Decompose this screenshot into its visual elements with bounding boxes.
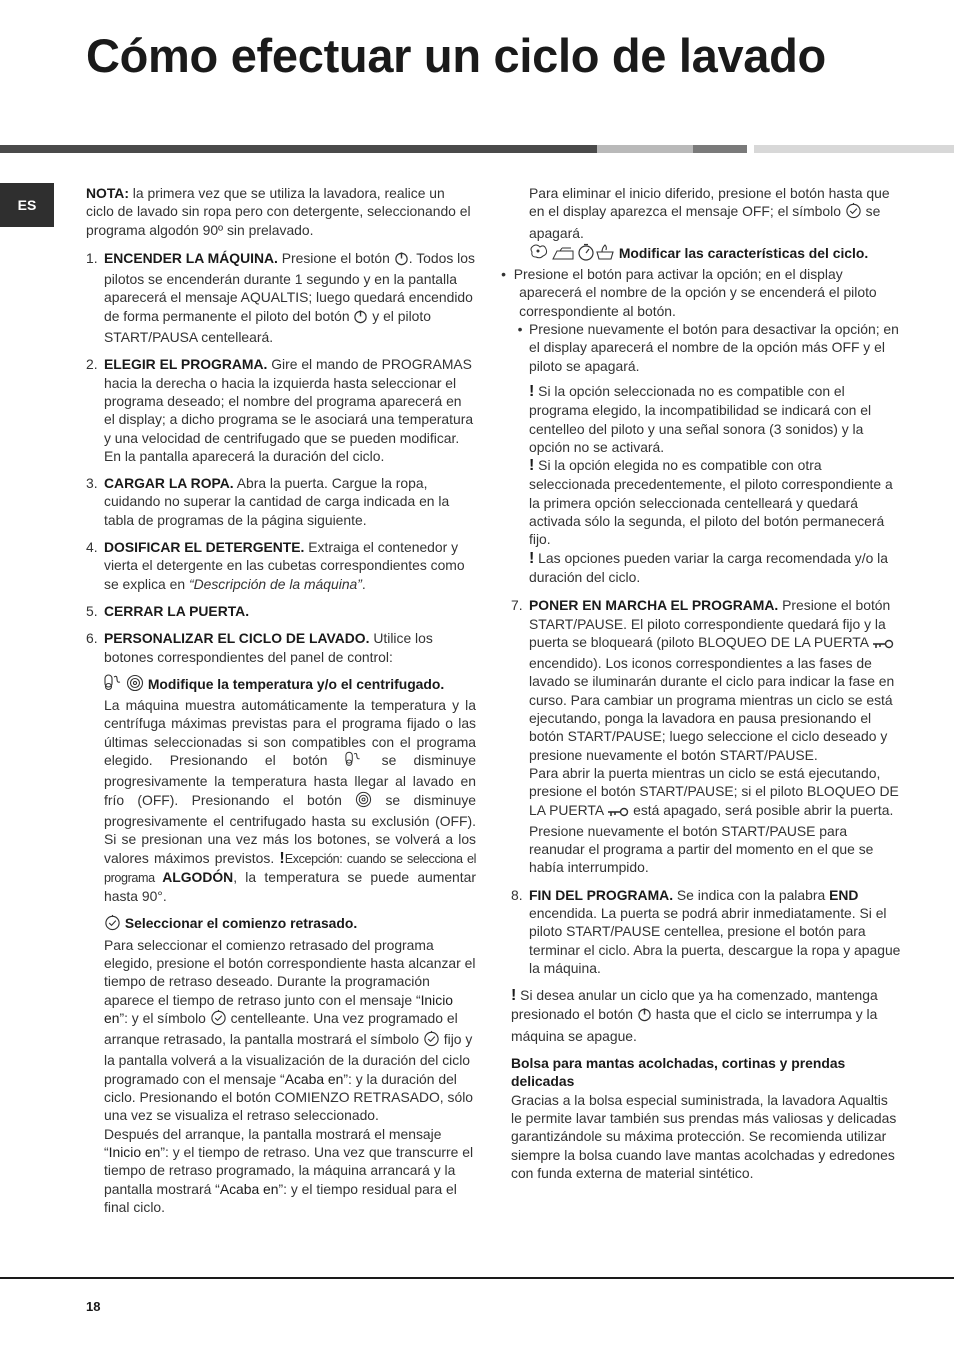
step-heading: ENCENDER LA MÁQUINA. xyxy=(104,249,278,266)
step-4 xyxy=(86,538,476,593)
step-6 xyxy=(86,629,476,1216)
step-number: 2. xyxy=(86,356,98,373)
body-text: Se indica con la palabra xyxy=(673,886,830,903)
step-text: Gire el mando de PROGRAMAS hacia la derecha o hacia la izquierda hasta seleccionar el programa deseado; el nombre del programa aparecerá en el display; a dicho programa se le asociará una temperatura y una velocidad de centrifugado que se pueden modificar. En la pantalla aparecerá la duración del ciclo. xyxy=(104,356,474,464)
power-icon xyxy=(394,251,409,270)
warning-3 xyxy=(529,549,901,587)
warning-1 xyxy=(529,382,901,456)
step-text: Abra la puerta. Cargue la ropa, cuidando no superar la cantidad de carga indicada en la tabla de programas de la página siguiente. xyxy=(104,475,450,528)
display-message: Inicio en xyxy=(104,991,454,1026)
header-bar-dark xyxy=(0,145,597,153)
stain-icon xyxy=(529,243,551,265)
body-text: Para seleccionar el comienzo retrasado del programa elegido, presione el botón correspondiente hasta alcanzar el tiempo de retraso deseado. Durante la programación aparece el tiempo de retraso junto con el mensaje “ xyxy=(104,936,476,1008)
temperature-icon xyxy=(104,674,126,696)
delay-heading xyxy=(104,914,476,935)
body-text: Para abrir la puerta mientras un ciclo se está ejecutando, presione el botón START/PAUSE; si el piloto BLOQUEO DE LA PUERTA xyxy=(529,764,899,818)
list-item xyxy=(501,265,901,320)
step-text: . xyxy=(361,575,366,592)
header-bar-dark-short xyxy=(693,145,747,153)
display-message: Acaba en xyxy=(219,1180,279,1197)
sub-heading: Modificar las características del ciclo. xyxy=(615,244,869,261)
step-heading: PONER EN MARCHA EL PROGRAMA. xyxy=(529,597,779,614)
body-text: Presione nuevamente el botón para desactivar la opción; en el display aparecerá el nombre de la opción más OFF y el piloto se apagará. xyxy=(529,321,899,374)
step-heading: ELEGIR EL PROGRAMA. xyxy=(104,356,268,373)
body-text: ”: y el tiempo residual para el final ciclo. xyxy=(104,1180,457,1215)
body-text: se apagará. xyxy=(529,203,881,241)
body-text: Excepción: cuando se selecciona el programa xyxy=(104,851,476,885)
temp-spin-text xyxy=(104,696,476,905)
body-text: se disminuye progresivamente la temperatura hasta llegar al lavado en frío (OFF). Presionando el botón xyxy=(104,752,476,808)
temp-spin-heading xyxy=(104,674,476,696)
display-message: Acaba en xyxy=(284,1070,344,1087)
step-number: 5. xyxy=(86,602,98,619)
note-label: NOTA: xyxy=(86,185,129,201)
list-item xyxy=(517,320,901,375)
body-text: Para eliminar el inicio diferido, presione el botón hasta que en el display aparezca el mensaje OFF; el símbolo xyxy=(529,185,890,220)
left-column xyxy=(86,184,476,1216)
right-column xyxy=(501,184,901,1182)
page-number: 18 xyxy=(86,1299,101,1314)
step-number: 3. xyxy=(86,475,98,492)
bullet: • xyxy=(517,321,523,338)
footer-rule xyxy=(0,1277,954,1279)
warning-icon: ! xyxy=(529,549,535,567)
hand-wash-icon xyxy=(595,243,615,265)
warning-icon: ! xyxy=(529,457,535,475)
door-lock-icon xyxy=(607,804,629,822)
body-text: está apagado, será posible abrir la puerta. Presione nuevamente el botón START/PAUSE para reanudar el programa a partir del momento en el que se había interrumpido. xyxy=(529,801,894,876)
sub-heading: Modifique la temperatura y/o el centrifugado. xyxy=(144,675,445,692)
step-number: 4. xyxy=(86,539,98,556)
step-number: 7. xyxy=(511,597,523,614)
header-bar-light xyxy=(754,145,954,153)
timer-icon xyxy=(577,243,595,265)
step-text: Presione el botón xyxy=(277,249,394,266)
warning-2 xyxy=(529,456,901,548)
step-text: . Todos los pilotos se encenderán durante 1 segundo y en la pantalla aparecerá el mensaje AQUALTIS; luego quedará encendido de forma permanente el piloto del botón xyxy=(104,249,475,324)
step-text: Utilice los botones correspondientes del panel de control: xyxy=(104,630,433,665)
step-heading: FIN DEL PROGRAMA. xyxy=(529,886,674,903)
body-text: Presione el botón para activar la opción; en el display aparecerá el nombre de la opción y se encenderá el piloto correspondiente al botón. xyxy=(513,266,877,319)
step-7 xyxy=(511,596,901,876)
step-text: y el piloto START/PAUSA centelleará. xyxy=(104,307,431,346)
body-text: ”: y el tiempo de retraso. Una vez que transcurre el tiempo de retraso programado, la máquina arrancará y la pantalla mostrará “ xyxy=(104,1143,474,1197)
body-text: encendida. La puerta se podrá abrir inmediatamente. Si el piloto START/PAUSE centellea, presione el botón para terminar el ciclo. Abra la puerta, descargue la ropa y apague la máquina. xyxy=(529,904,901,976)
note-text: la primera vez que se utiliza la lavadora, realice un ciclo de lavado sin ropa pero con detergente, seleccionando el programa algodón 90º sin prelavado. xyxy=(86,185,471,238)
cancel-warning xyxy=(511,986,901,1045)
warning-icon: ! xyxy=(511,987,517,1005)
body-text: fijo y la pantalla volverá a la visualización de la duración del ciclo programado con el mensaje “ xyxy=(104,1031,473,1087)
body-text: Si la opción seleccionada no es compatible con el programa elegido, la incompatibilidad se indicará con el centelleo del piloto y una señal sonora (3 sonidos) y la opción no se activará. xyxy=(529,382,872,455)
body-text: se disminuye progresivamente el centrifugado hasta su exclusión (OFF). Si se presionan una vez más los botones, se volverá a los valores máximos previstos. xyxy=(104,791,476,866)
body-text: ”: y la duración del ciclo. Presionando el botón COMIENZO RETRASADO, sólo una vez se visualiza el retraso seleccionado. xyxy=(104,1070,474,1124)
door-lock-icon xyxy=(872,636,894,654)
step-3 xyxy=(86,474,476,529)
spin-icon xyxy=(355,791,372,812)
section-heading: Bolsa para mantas acolchadas, cortinas y prendas delicadas xyxy=(511,1055,846,1090)
options-list xyxy=(501,265,901,586)
body-text: Si la opción elegida no es compatible con otra seleccionada precedentemente, el piloto correspondiente a la primera opción seleccionada centelleará y quedará activada sólo la segunda, el piloto del botón permanecerá fijo. xyxy=(529,457,893,548)
delay-timer-icon xyxy=(104,914,121,935)
body-text: hasta que el ciclo se interrumpa y la máquina se apague. xyxy=(511,1006,878,1044)
header-bar-mid xyxy=(597,145,693,153)
step-text: Extraiga el contenedor y vierta el detergente en las cubetas correspondientes como se explica en xyxy=(104,539,465,592)
step-1 xyxy=(86,249,476,346)
body-text: La máquina muestra automáticamente la temperatura y la centrífuga máximas previstas para el programa fijado o las últimas seleccionadas si son compatibles con el programa elegido. Presionando el botón xyxy=(104,697,476,769)
step-number: 1. xyxy=(86,249,98,266)
page-title: Cómo efectuar un ciclo de lavado xyxy=(86,29,826,82)
body-text: encendido). Los iconos correspondientes a las fases de lavado se iluminarán durante el ciclo para indicar la fase en curso. Para cambiar un programa mientras un ciclo se está ejecutando, ponga la lavadora en pausa presionando el botón START/PAUSE; luego seleccione el ciclo deseado y presione nuevamente el botón START/PAUSE. xyxy=(529,655,895,763)
step-heading: DOSIFICAR EL DETERGENTE. xyxy=(104,539,305,556)
note-paragraph xyxy=(86,184,476,239)
body-text: Las opciones pueden variar la carga recomendada y/o la duración del ciclo. xyxy=(529,549,888,585)
body-text: Si desea anular un ciclo que ya ha comenzado, mantenga presionado el botón xyxy=(511,987,878,1023)
iron-icon xyxy=(551,247,577,265)
body-text: centelleante. Una vez programado el arranque retrasado, la pantalla mostrará el símbolo xyxy=(104,1009,458,1048)
delay-text xyxy=(104,936,476,1125)
step-8 xyxy=(511,886,901,977)
delay-timer-icon xyxy=(210,1009,227,1030)
body-text: Gracias a la bolsa especial suministrada, la lavadora Aqualtis le permite lavar también sus prendas más valiosas y delicadas garantizándole su máxima protección. Se recomienda utilizar siempre la bolsa cuando lave mantas acolchadas y edredones con funda externa de material sintético. xyxy=(511,1091,897,1181)
body-text: ”: y el símbolo xyxy=(119,1009,210,1026)
power-icon xyxy=(637,1007,652,1026)
warning-icon: ! xyxy=(279,849,285,867)
step-number: 8. xyxy=(511,886,523,903)
step-5 xyxy=(86,602,476,620)
temperature-icon xyxy=(345,751,365,772)
sub-heading: Seleccionar el comienzo retrasado. xyxy=(121,915,358,932)
step-number: 6. xyxy=(86,630,98,647)
body-text: Después del arranque, la pantalla mostrará el mensaje “ xyxy=(104,1125,442,1160)
language-tab: ES xyxy=(0,183,54,227)
step-2 xyxy=(86,355,476,465)
power-icon xyxy=(353,309,368,328)
step-heading: CERRAR LA PUERTA. xyxy=(104,602,250,619)
step-text-italic: “Descripción de la máquina” xyxy=(188,575,362,592)
step-heading: PERSONALIZAR EL CICLO DE LAVADO. xyxy=(104,630,370,647)
body-text: , la temperatura se puede aumentar hasta 90°. xyxy=(104,868,476,905)
program-name: ALGODÓN xyxy=(162,868,234,885)
display-message: Inicio en xyxy=(108,1143,161,1160)
delay-after-start-text xyxy=(104,1125,476,1216)
body-text: Presione el botón START/PAUSE. El piloto correspondiente quedará fijo y la puerta se bloqueará (piloto BLOQUEO DE LA PUERTA xyxy=(529,597,891,650)
delay-timer-icon xyxy=(423,1030,440,1051)
delay-timer-icon xyxy=(845,202,862,223)
options-heading xyxy=(529,243,901,265)
spin-icon xyxy=(126,674,144,696)
warning-icon: ! xyxy=(529,382,535,400)
bullet: • xyxy=(501,266,506,283)
step-heading: CARGAR LA ROPA. xyxy=(104,475,234,492)
display-message: END xyxy=(829,886,859,903)
delay-cancel-block xyxy=(511,184,901,265)
